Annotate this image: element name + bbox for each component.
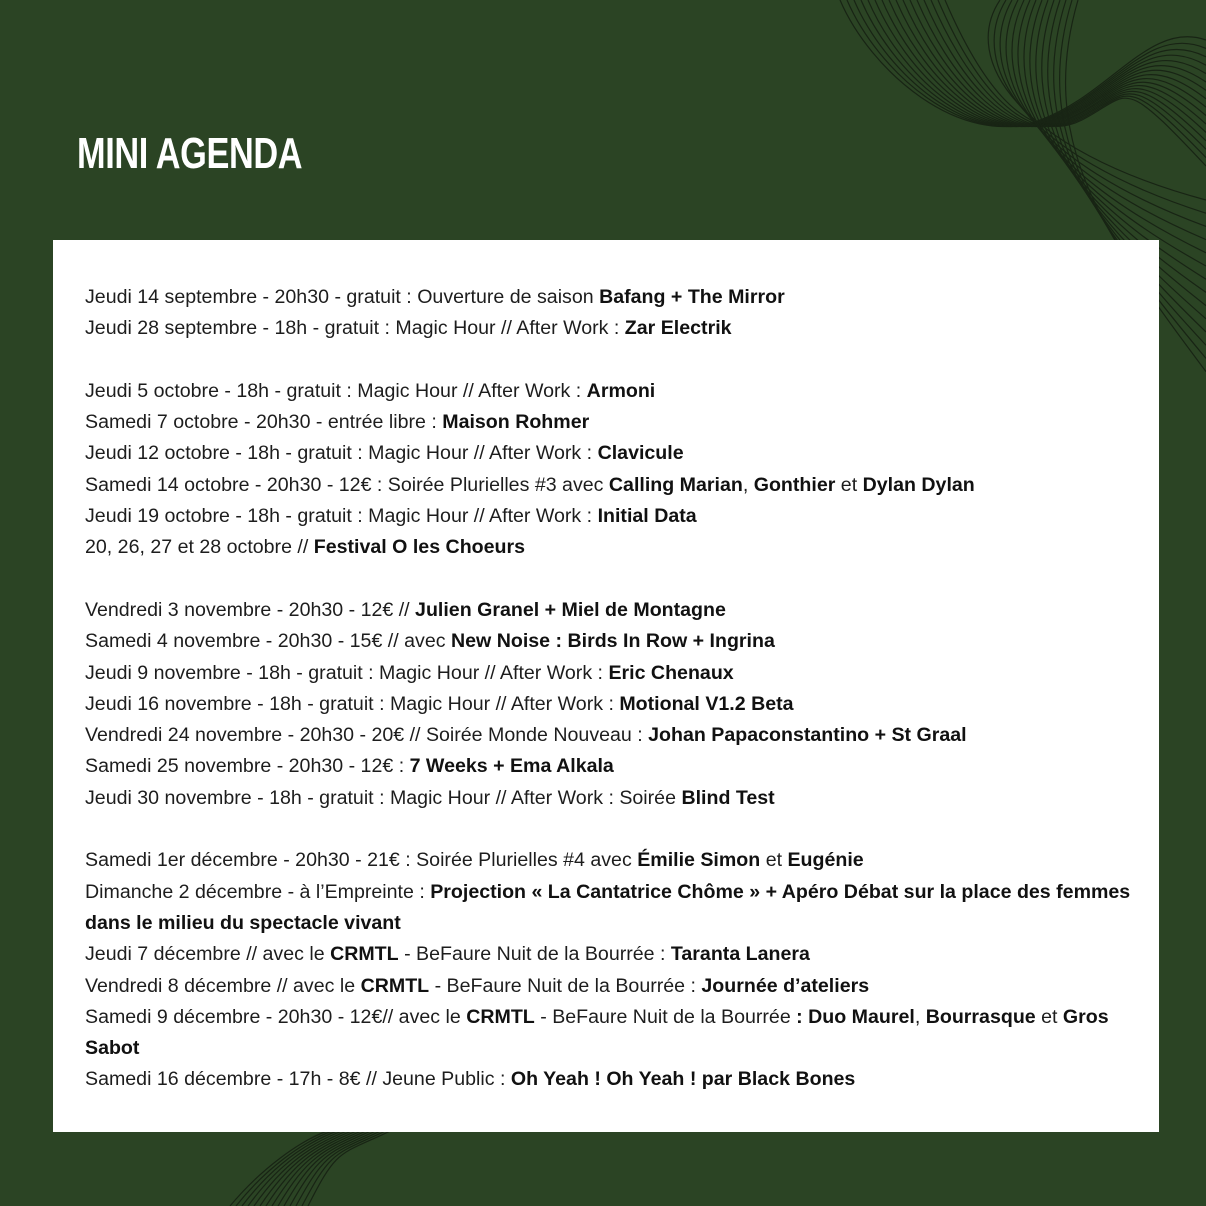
agenda-item: Jeudi 28 septembre - 18h - gratuit : Magic Hour // After Work : Zar Electrik <box>85 317 732 340</box>
agenda-item: Jeudi 5 octobre - 18h - gratuit : Magic Hour // After Work : Armoni <box>85 379 656 402</box>
agenda-item: Samedi 16 décembre - 17h - 8€ // Jeune Public : Oh Yeah ! Oh Yeah ! par Black Bones <box>85 1068 856 1091</box>
agenda-item: Jeudi 14 septembre - 20h30 - gratuit : Ouverture de saison Bafang + The Mirror <box>85 286 785 308</box>
spacer <box>85 564 1145 595</box>
agenda-item: Dimanche 2 décembre - à l’Empreinte : Projection « La Cantatrice Chôme » + Apéro Débat sur la place des femmes dans le milieu du spectacle vivant <box>85 880 1131 934</box>
agenda-item: Samedi 7 octobre - 20h30 - entrée libre : Maison Rohmer <box>85 411 590 434</box>
agenda-item: Samedi 25 novembre - 20h30 - 12€ : 7 Weeks + Ema Alkala <box>85 755 614 778</box>
agenda-list <box>85 282 1145 1096</box>
agenda-item: Jeudi 7 décembre // avec le CRMTL - BeFaure Nuit de la Bourrée : Taranta Lanera <box>85 943 810 966</box>
agenda-item: Vendredi 24 novembre - 20h30 - 20€ // Soirée Monde Nouveau : Johan Papaconstantino + St Graal <box>85 724 967 747</box>
page-title: MINI AGENDA <box>77 129 303 178</box>
swirl-line <box>882 0 1206 126</box>
spacer <box>85 345 1145 376</box>
agenda-item: Samedi 9 décembre - 20h30 - 12€// avec le CRMTL - BeFaure Nuit de la Bourrée : Duo Maurel, Bourrasque et Gros Sabot <box>85 1005 1109 1060</box>
swirl-line <box>931 0 1206 149</box>
agenda-item: 20, 26, 27 et 28 octobre // Festival O les Choeurs <box>85 536 526 559</box>
agenda-item: Jeudi 30 novembre - 18h - gratuit : Magic Hour // After Work : Soirée Blind Test <box>85 786 775 809</box>
agenda-item: Vendredi 3 novembre - 20h30 - 12€ // Julien Granel + Miel de Montagne <box>85 598 726 621</box>
bottom-swirl-lines <box>230 1130 392 1206</box>
agenda-item: Jeudi 9 novembre - 18h - gratuit : Magic Hour // After Work : Eric Chenaux <box>85 661 734 684</box>
agenda-item: Samedi 1er décembre - 20h30 - 21€ : Soirée Plurielles #4 avec Émilie Simon et Eugénie <box>85 849 864 872</box>
spacer <box>85 814 1145 845</box>
agenda-item: Samedi 14 octobre - 20h30 - 12€ : Soirée Plurielles #3 avec Calling Marian, Gonthier et Dylan Dylan <box>85 473 975 496</box>
swirl-line <box>875 0 1206 126</box>
agenda-item: Vendredi 8 décembre // avec le CRMTL - BeFaure Nuit de la Bourrée : Journée d’ateliers <box>85 974 870 997</box>
agenda-item: Jeudi 19 octobre - 18h - gratuit : Magic Hour // After Work : Initial Data <box>85 505 697 528</box>
agenda-item: Jeudi 16 novembre - 18h - gratuit : Magic Hour // After Work : Motional V1.2 Beta <box>85 692 794 715</box>
agenda-item: Jeudi 12 octobre - 18h - gratuit : Magic Hour // After Work : Clavicule <box>85 442 684 465</box>
agenda-item: Samedi 4 novembre - 20h30 - 15€ // avec New Noise : Birds In Row + Ingrina <box>85 630 775 653</box>
swirl-line <box>910 0 1206 126</box>
agenda-card <box>53 240 1159 1132</box>
